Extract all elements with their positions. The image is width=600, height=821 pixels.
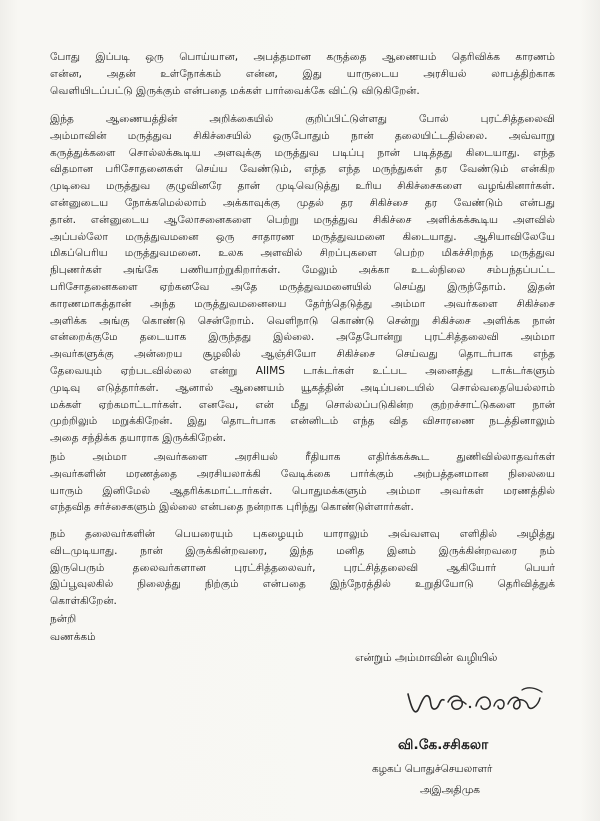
text-line: இப்பூவுலகில் நிலைத்து நிற்கும் என்பதை இந்நேரத்தில் உறுதியோடு தெரிவித்துக்	[50, 578, 555, 591]
text-line: போது இப்படி ஒரு பொய்யான, அபத்தமான கருத்தை ஆணையம் தெரிவிக்க காரணம்	[50, 51, 555, 63]
text-line: முடிவை மருத்துவ குழுவினரே தான் முடிவெடுத்து உரிய சிகிச்சைகளை வழங்கினார்கள்.	[50, 180, 555, 193]
text-line: கொள்கிறேன்.	[50, 595, 117, 608]
text-line: என்ன, அதன் உள்நோக்கம் என்ன, இது யாருடைய அரசியல் லாபத்திற்காக	[50, 67, 555, 80]
text-line: இந்த ஆணையத்தின் அறிக்கையில் குறிப்பிட்டுள்ளது போல் புரட்சித்தலைவி	[50, 113, 555, 125]
text-line: அவர்களுக்கு அன்றைய சூழலில் ஆஞ்சியோ சிகிச்சை செய்வது தொடர்பாக எந்த	[50, 348, 555, 361]
text-line: மிகப்பெரிய மருத்துவமனை. உலக அளவில் சிறப்புகளை பெற்ற மிகச்சிறந்த மருத்துவ	[50, 247, 555, 260]
text-line: அம்மாவின் மருத்துவ சிகிச்சையில் ஒருபோதும் நான் தலையிட்டதில்லை. அவ்வாறு	[50, 129, 555, 142]
closing-line: என்றும் அம்மாவின் வழியில்	[355, 651, 498, 664]
text-line: வெளியிடப்பட்டு இருக்கும் என்பதை மக்கள் பார்வைக்கே விட்டு விடுகிறேன்.	[50, 84, 420, 97]
text-line: இருபெரும் தலைவர்களான புரட்சித்தலைவர், புரட்சித்தலைவி ஆகியோர் பெயர்	[50, 561, 555, 574]
signatory-name: வி.கே.சசிகலா	[398, 737, 489, 753]
letter-paragraph-3	[50, 449, 555, 516]
text-line: எந்தவித சர்ச்சைகளும் இல்லை என்பதை நன்றாக புரிந்து கொண்டுள்ளார்கள்.	[50, 501, 414, 514]
text-line: நிபுணர்கள் அங்கே பணியாற்றுகிறார்கள். மேலும் அக்கா உடல்நிலை சம்பந்தப்பட்ட	[50, 264, 555, 277]
text-line: அளிக்க அங்கு கொண்டு சென்றோம். வெளிநாடு கொண்டு சென்று சிகிச்சை அளிக்க நான்	[50, 314, 555, 327]
letter-paragraph-1	[50, 49, 555, 99]
signatory-title: கழகப் பொதுச்செயலாளர்	[372, 763, 493, 775]
text-line: அப்பல்லோ மருத்துவமனை ஒரு சாதாரண மருத்துவமனை கிடையாது. ஆசியாவிலேயே	[50, 230, 555, 243]
text-line: கருத்துக்களை சொல்லக்கூடிய அளவுக்கு மருத்துவ படிப்பு நான் படித்தது கிடையாது. எந்த	[50, 146, 555, 159]
text-line: தான். என்னுடைய ஆலோசனைகளை பெற்று மருத்துவ சிகிச்சை அளிக்கக்கூடிய அளவில்	[50, 213, 555, 226]
text-line: நம் தலைவர்களின் பெயரையும் புகழையும் யாராலும் அவ்வளவு எளிதில் அழித்து	[50, 528, 555, 540]
text-line: விதமான பரிசோதனைகள் செய்ய வேண்டும், எந்த எந்த மருந்துகள் தர வேண்டும் என்கிற	[50, 163, 555, 176]
signature-image	[402, 676, 552, 726]
text-line: என்னுடைய நோக்கமெல்லாம் அக்காவுக்கு முதல் தர சிகிச்சை தர வேண்டும் என்பது	[50, 196, 555, 209]
signatory-party: அஇஅதிமுக	[420, 784, 480, 796]
text-line: பரிசோதனைகளை ஏற்கனவே அதே மருத்துவமனையில் செய்து இருந்தோம். இதன்	[50, 280, 555, 293]
text-line: யாரும் இனிமேல் ஆதரிக்கமாட்டார்கள். பொதுமக்களும் அம்மா அவர்கள் மரணத்தில்	[50, 484, 555, 497]
text-line: அவர்களின் மரணத்தை அரசியலாக்கி வேடிக்கை பார்க்கும் அற்பத்தனமான நிலையை	[50, 467, 555, 480]
text-line: முடிவு எடுத்தார்கள். ஆனால் ஆணையம் யூகத்தின் அடிப்படையில் சொல்வதையெல்லாம்	[50, 381, 555, 394]
thanks-text: நன்றி	[50, 613, 77, 625]
greeting-text: வணக்கம்	[50, 631, 96, 643]
text-line: என்றைக்குமே தடையாக இருந்தது இல்லை. அதேபோன்று புரட்சித்தலைவி அம்மா	[50, 331, 555, 344]
letter-paragraph-2	[50, 111, 555, 447]
text-line: அதை சந்திக்க தயாராக இருக்கிறேன்.	[50, 432, 226, 445]
text-line: விடமுடியாது. நான் இருக்கின்றவரை, இந்த மனித இனம் இருக்கின்றவரை நம்	[50, 544, 555, 557]
text-line: காரணமாகத்தான் அந்த மருத்துவமனையை தேர்ந்தெடுத்து அம்மா அவர்களை சிகிச்சை	[50, 297, 555, 310]
text-line: நம் அம்மா அவர்களை அரசியல் ரீதியாக எதிர்க்கக்கூட துணிவில்லாதவர்கள்	[50, 451, 555, 463]
text-line: முற்றிலும் மறுக்கிறேன். இது தொடர்பாக என்னிடம் எந்த வித விசாரணை நடத்தினாலும்	[50, 415, 555, 428]
text-line: தேவையும் ஏற்படவில்லை என்று AIIMS டாக்டர்கள் உட்பட அனைத்து டாக்டர்களும்	[50, 364, 555, 377]
text-line: மக்கள் ஏற்கமாட்டார்கள். எனவே, என் மீது சொல்லப்படுகின்ற குற்றச்சாட்டுகளை நான்	[50, 398, 555, 411]
letter-paragraph-4	[50, 526, 555, 610]
